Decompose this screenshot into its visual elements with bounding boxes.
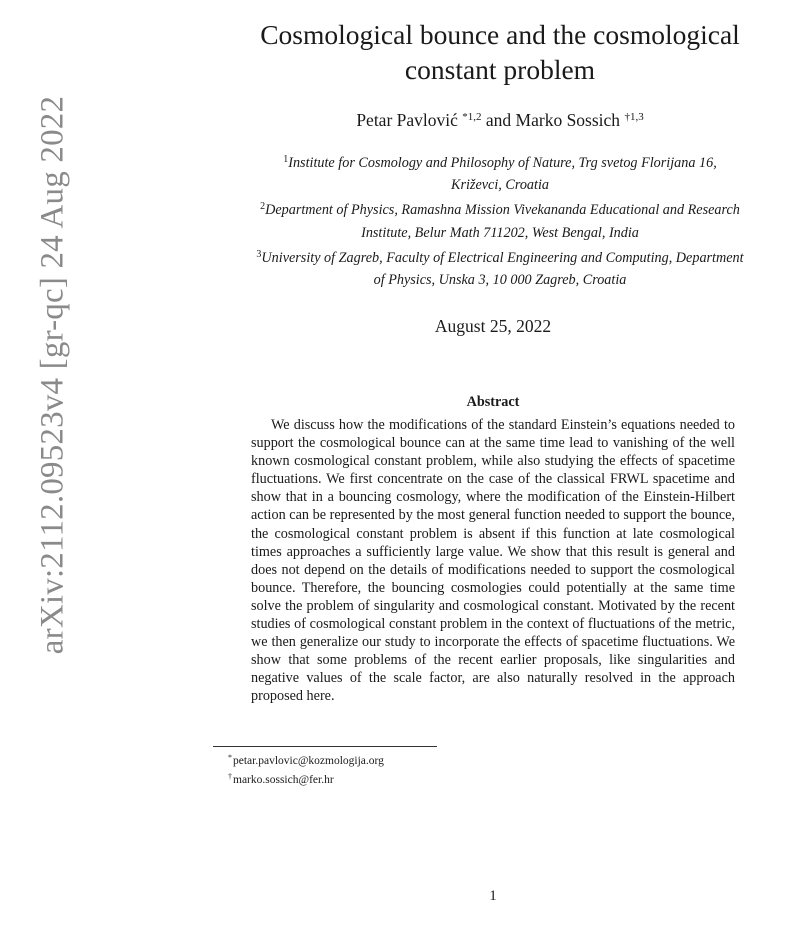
footnote-mark: * — [228, 753, 232, 762]
page-number: 1 — [489, 888, 497, 904]
affiliation-list — [210, 149, 790, 291]
arxiv-identifier-stamp: arXiv:2112.09523v4 [gr-qc] 24 Aug 2022 — [34, 95, 71, 655]
affiliation-item — [210, 244, 790, 291]
paper-title — [210, 17, 790, 87]
footnote-item — [228, 750, 384, 769]
footnote-mark: † — [228, 772, 232, 781]
author-name: Petar Pavlović — [356, 110, 458, 130]
affiliation-index: 2 — [260, 201, 266, 213]
footnote-email: petar.pavlovic@kozmologija.org — [233, 755, 384, 767]
author-list — [210, 110, 790, 131]
footnote-email: marko.sossich@fer.hr — [233, 774, 334, 786]
affiliation-text: Institute, Belur Math 711202, West Bengal, India — [361, 224, 639, 241]
publication-date: August 25, 2022 — [434, 316, 552, 336]
title-line-1: Cosmological bounce and the cosmological — [260, 19, 740, 50]
abstract-body: We discuss how the modifications of the standard Einstein’s equations needed to support the cosmological bounce can at the same time lead to vanishing of the well known cosmological constant problem, while also studying the effects of spacetime fluctuations. We first concentrate on the case of the classical FRWL spacetime and show that in a bouncing cosmology, where the modification of the Einstein-Hilbert action can be represented by the most general function needed to support the bounce, the cosmological constant problem is absent if this function at late cosmological times approaches a sufficiently large value. We show that this result is general and does not depend on the details of modifications needed to support the cosmological bounce. Therefore, the bouncing cosmologies could potentially at the same time solve the problem of singularity and cosmological constant. Motivated by the recent studies of cosmological constant problem in the context of fluctuations of the metric, we then generalize our study to incorporate the effects of spacetime fluctuations. We show that some problems of the recent earlier proposals, like singularities and negative values of the scale factor, are also naturally resolved in the approach proposed here. — [251, 417, 735, 705]
affiliation-index: 3 — [256, 248, 262, 260]
footnote-divider — [213, 746, 437, 747]
author-name: Marko Sossich — [515, 110, 621, 130]
affiliation-text: University of Zagreb, Faculty of Electrical Engineering and Computing, Department — [261, 249, 744, 266]
footnote-item — [228, 769, 384, 788]
affiliation-index: 1 — [283, 154, 289, 165]
author-affiliation-marks: †1,3 — [624, 111, 644, 123]
affiliation-text: Institute for Cosmology and Philosophy of Nature, Trg svetog Florijana 16, — [288, 155, 717, 171]
affiliation-text: Department of Physics, Ramashna Mission Vivekananda Educational and Research — [265, 202, 740, 219]
title-line-2: constant problem — [404, 54, 596, 85]
affiliation-item — [210, 149, 790, 196]
footnote-list — [228, 750, 384, 788]
affiliation-text: Križevci, Croatia — [451, 177, 549, 194]
affiliation-text: of Physics, Unska 3, 10 000 Zagreb, Croatia — [373, 272, 627, 289]
affiliation-item — [210, 196, 790, 243]
author-affiliation-marks: *1,2 — [462, 111, 482, 123]
abstract-heading: Abstract — [466, 394, 520, 410]
author-joiner: and — [485, 110, 512, 130]
